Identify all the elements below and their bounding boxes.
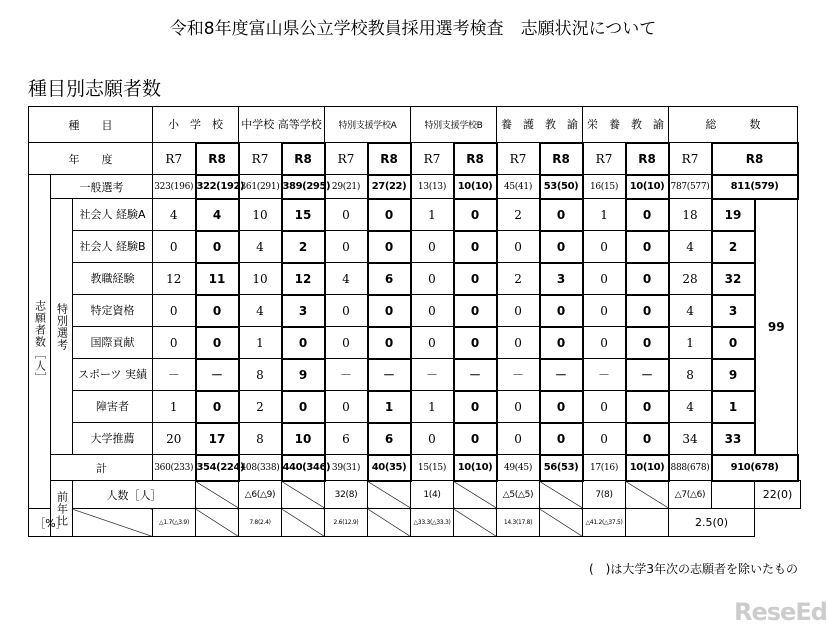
value-cell: 40(35) xyxy=(368,455,411,481)
row-percent xyxy=(29,509,801,537)
year-cell: R7 xyxy=(669,143,712,175)
value-cell: 0 xyxy=(325,295,368,327)
value-cell: 440(346) xyxy=(282,455,325,481)
row-special xyxy=(29,263,801,295)
value-cell: 360(233) xyxy=(153,455,196,481)
value-cell: 6 xyxy=(325,423,368,455)
change-cell: △6(△9) xyxy=(239,481,282,509)
special-total: 99 xyxy=(755,199,798,455)
year-cell: R7 xyxy=(411,143,454,175)
header-cat: 特別支援学校B xyxy=(411,107,497,143)
diag-cell xyxy=(712,481,755,509)
row-special xyxy=(29,231,801,263)
header-cat: 栄 養 教 諭 xyxy=(583,107,669,143)
year-cell: R8 xyxy=(712,143,798,175)
row-label: 社会人 経験A xyxy=(73,199,153,231)
value-cell: 0 xyxy=(540,231,583,263)
applicant-table xyxy=(28,106,801,537)
value-cell: 3 xyxy=(282,295,325,327)
value-cell: 0 xyxy=(540,423,583,455)
change-cell: 22(0) xyxy=(755,481,801,509)
resemom-logo: ReseEd xyxy=(734,598,827,626)
value-cell: 4 xyxy=(669,231,712,263)
diag-cell xyxy=(282,481,325,509)
value-cell: 32 xyxy=(712,263,755,295)
row-special xyxy=(29,423,801,455)
value-cell: 20 xyxy=(153,423,196,455)
value-cell: － xyxy=(583,359,626,391)
value-cell: 12 xyxy=(153,263,196,295)
value-cell: 0 xyxy=(454,199,497,231)
year-cell: R8 xyxy=(454,143,497,175)
row-special xyxy=(29,295,801,327)
value-cell: 3 xyxy=(540,263,583,295)
label-zennenhi: 前年比 xyxy=(51,481,73,537)
value-cell: 0 xyxy=(153,295,196,327)
value-cell: 1 xyxy=(583,199,626,231)
value-cell: 1 xyxy=(411,199,454,231)
value-cell: 0 xyxy=(325,391,368,423)
change-cell: △5(△5) xyxy=(497,481,540,509)
value-cell: 0 xyxy=(626,295,669,327)
value-cell: 1 xyxy=(239,327,282,359)
value-cell: 4 xyxy=(669,391,712,423)
row-label: 人数［人］ xyxy=(73,481,196,509)
value-cell: － xyxy=(368,359,411,391)
value-cell: 13(13) xyxy=(411,175,454,199)
value-cell: 4 xyxy=(325,263,368,295)
row-label: ［%］ xyxy=(29,509,73,537)
value-cell: 27(22) xyxy=(368,175,411,199)
value-cell: 9 xyxy=(282,359,325,391)
value-cell: 2 xyxy=(712,231,755,263)
value-cell: 0 xyxy=(583,423,626,455)
header-cat: 中学校 高等学校 xyxy=(239,107,325,143)
value-cell: 0 xyxy=(540,391,583,423)
value-cell: 0 xyxy=(368,231,411,263)
row-label: 計 xyxy=(51,455,153,481)
value-cell: 0 xyxy=(626,423,669,455)
value-cell: 10(10) xyxy=(454,455,497,481)
value-cell: 0 xyxy=(497,391,540,423)
diag-cell xyxy=(454,509,497,537)
value-cell: 0 xyxy=(583,231,626,263)
value-cell: 0 xyxy=(454,423,497,455)
value-cell: 322(192) xyxy=(196,175,239,199)
value-cell: 0 xyxy=(540,327,583,359)
value-cell: 8 xyxy=(239,359,282,391)
value-cell: 361(291) xyxy=(239,175,282,199)
diag-cell xyxy=(540,509,583,537)
row-special xyxy=(29,327,801,359)
diag-cell xyxy=(196,509,239,537)
value-cell: 10(10) xyxy=(626,455,669,481)
value-cell: 2 xyxy=(282,231,325,263)
year-cell: R8 xyxy=(282,143,325,175)
value-cell: 4 xyxy=(153,199,196,231)
value-cell: － xyxy=(497,359,540,391)
value-cell: 0 xyxy=(196,295,239,327)
value-cell: 0 xyxy=(454,327,497,359)
row-special xyxy=(29,199,801,231)
diag-cell xyxy=(73,509,153,537)
value-cell: 28 xyxy=(669,263,712,295)
page-title: 令和8年度富山県公立学校教員採用選考検査 志願状況について xyxy=(169,19,657,39)
year-cell: R8 xyxy=(626,143,669,175)
value-cell: － xyxy=(153,359,196,391)
diag-cell xyxy=(540,481,583,509)
value-cell: 45(41) xyxy=(497,175,540,199)
change-cell: 7.8(2.4) xyxy=(239,509,282,537)
value-cell: 0 xyxy=(196,327,239,359)
value-cell: 0 xyxy=(411,231,454,263)
value-cell: 0 xyxy=(626,327,669,359)
value-cell: 1 xyxy=(712,391,755,423)
value-cell: 10 xyxy=(239,263,282,295)
value-cell: 34 xyxy=(669,423,712,455)
value-cell: 0 xyxy=(411,263,454,295)
value-cell: 17(16) xyxy=(583,455,626,481)
value-cell: 39(31) xyxy=(325,455,368,481)
diag-cell xyxy=(196,481,239,509)
value-cell: 16(15) xyxy=(583,175,626,199)
year-cell: R7 xyxy=(583,143,626,175)
value-cell: 29(21) xyxy=(325,175,368,199)
year-cell: R7 xyxy=(153,143,196,175)
row-special xyxy=(29,391,801,423)
diag-cell xyxy=(626,481,669,509)
value-cell: 408(338) xyxy=(239,455,282,481)
value-cell: 0 xyxy=(712,327,755,359)
value-cell: 10 xyxy=(282,423,325,455)
value-cell: 49(45) xyxy=(497,455,540,481)
value-cell: 0 xyxy=(583,327,626,359)
header-cat: 総 数 xyxy=(669,107,798,143)
value-cell: 0 xyxy=(454,295,497,327)
value-cell: 0 xyxy=(368,199,411,231)
value-cell: 4 xyxy=(239,231,282,263)
value-cell: 8 xyxy=(239,423,282,455)
header-cat: 小 学 校 xyxy=(153,107,239,143)
label-shigansha: 志願者数［人］ xyxy=(29,175,51,509)
value-cell: 0 xyxy=(626,391,669,423)
value-cell: 0 xyxy=(325,231,368,263)
diag-cell xyxy=(368,509,411,537)
value-cell: 10(10) xyxy=(626,175,669,199)
value-cell: 4 xyxy=(196,199,239,231)
change-cell: 2.5(0) xyxy=(669,509,755,537)
year-cell: R7 xyxy=(239,143,282,175)
row-ippan xyxy=(29,175,801,199)
value-cell: 33 xyxy=(712,423,755,455)
value-cell: 1 xyxy=(153,391,196,423)
value-cell: 0 xyxy=(196,231,239,263)
value-cell: 0 xyxy=(497,327,540,359)
section-title: 種目別志願者数 xyxy=(28,78,162,100)
diag-cell xyxy=(454,481,497,509)
value-cell: 4 xyxy=(669,295,712,327)
value-cell: 0 xyxy=(583,391,626,423)
value-cell: 910(678) xyxy=(712,455,798,481)
header-shumoku: 種 目 xyxy=(29,107,153,143)
change-cell: △33.3(△33.3) xyxy=(411,509,454,537)
value-cell: 0 xyxy=(583,295,626,327)
change-cell: 7(8) xyxy=(583,481,626,509)
value-cell: 2 xyxy=(497,263,540,295)
label-tokubetsu: 特別選考 xyxy=(51,199,73,455)
value-cell: 0 xyxy=(540,295,583,327)
value-cell: 0 xyxy=(454,391,497,423)
value-cell: 1 xyxy=(411,391,454,423)
value-cell: － xyxy=(540,359,583,391)
header-categories-row xyxy=(29,107,801,143)
value-cell: 0 xyxy=(626,231,669,263)
row-label: 教職経験 xyxy=(73,263,153,295)
year-cell: R8 xyxy=(196,143,239,175)
diag-cell xyxy=(368,481,411,509)
row-label: 国際貢献 xyxy=(73,327,153,359)
value-cell: 323(196) xyxy=(153,175,196,199)
value-cell: 15(15) xyxy=(411,455,454,481)
value-cell: 1 xyxy=(368,391,411,423)
change-cell: 14.3(17.8) xyxy=(497,509,540,537)
change-cell: 32(8) xyxy=(325,481,368,509)
value-cell: 10(10) xyxy=(454,175,497,199)
value-cell: 0 xyxy=(497,231,540,263)
value-cell: 0 xyxy=(454,263,497,295)
diag-cell xyxy=(282,509,325,537)
row-ninzu xyxy=(29,481,801,509)
value-cell: 12 xyxy=(282,263,325,295)
value-cell: － xyxy=(325,359,368,391)
header-cat: 特別支援学校A xyxy=(325,107,411,143)
value-cell: 11 xyxy=(196,263,239,295)
value-cell: 0 xyxy=(626,199,669,231)
value-cell: 2 xyxy=(239,391,282,423)
change-cell: △41.2(△37.5) xyxy=(583,509,626,537)
value-cell: 53(50) xyxy=(540,175,583,199)
value-cell: 9 xyxy=(712,359,755,391)
value-cell: 18 xyxy=(669,199,712,231)
value-cell: 6 xyxy=(368,423,411,455)
value-cell: 3 xyxy=(712,295,755,327)
value-cell: 19 xyxy=(712,199,755,231)
row-kei xyxy=(29,455,801,481)
value-cell: 0 xyxy=(454,231,497,263)
value-cell: 0 xyxy=(282,327,325,359)
header-cat: 養 護 教 諭 xyxy=(497,107,583,143)
value-cell: 0 xyxy=(368,327,411,359)
year-cell: R8 xyxy=(368,143,411,175)
value-cell: 0 xyxy=(411,295,454,327)
footnote: ( )は大学3年次の志願者を除いたもの xyxy=(589,562,798,576)
year-cell: R7 xyxy=(325,143,368,175)
row-label: 障害者 xyxy=(73,391,153,423)
value-cell: 787(577) xyxy=(669,175,712,199)
row-label: 一般選考 xyxy=(51,175,153,199)
value-cell: 0 xyxy=(325,327,368,359)
change-cell: △1.7(△3.9) xyxy=(153,509,196,537)
value-cell: 354(224) xyxy=(196,455,239,481)
row-special xyxy=(29,359,801,391)
row-label: 大学推薦 xyxy=(73,423,153,455)
value-cell: 389(295) xyxy=(282,175,325,199)
value-cell: 17 xyxy=(196,423,239,455)
value-cell: 0 xyxy=(411,423,454,455)
value-cell: － xyxy=(626,359,669,391)
value-cell: 0 xyxy=(153,327,196,359)
value-cell: 1 xyxy=(669,327,712,359)
value-cell: 888(678) xyxy=(669,455,712,481)
value-cell: 0 xyxy=(282,391,325,423)
value-cell: 0 xyxy=(368,295,411,327)
diag-cell xyxy=(626,509,669,537)
change-cell: △7(△6) xyxy=(669,481,712,509)
row-label: 社会人 経験B xyxy=(73,231,153,263)
value-cell: － xyxy=(411,359,454,391)
value-cell: 0 xyxy=(497,423,540,455)
value-cell: 8 xyxy=(669,359,712,391)
value-cell: 811(579) xyxy=(712,175,798,199)
header-years-row xyxy=(29,143,801,175)
value-cell: 6 xyxy=(368,263,411,295)
value-cell: 2 xyxy=(497,199,540,231)
value-cell: 0 xyxy=(153,231,196,263)
value-cell: 0 xyxy=(497,295,540,327)
header-nendo: 年 度 xyxy=(29,143,153,175)
year-cell: R8 xyxy=(540,143,583,175)
value-cell: 0 xyxy=(540,199,583,231)
value-cell: － xyxy=(454,359,497,391)
value-cell: 0 xyxy=(196,391,239,423)
value-cell: 15 xyxy=(282,199,325,231)
change-cell: 1(4) xyxy=(411,481,454,509)
value-cell: 4 xyxy=(239,295,282,327)
value-cell: 0 xyxy=(583,263,626,295)
value-cell: 0 xyxy=(626,263,669,295)
value-cell: 0 xyxy=(325,199,368,231)
value-cell: 10 xyxy=(239,199,282,231)
row-label: スポーツ 実績 xyxy=(73,359,153,391)
value-cell: 56(53) xyxy=(540,455,583,481)
year-cell: R7 xyxy=(497,143,540,175)
value-cell: 0 xyxy=(411,327,454,359)
change-cell: 2.6(12.9) xyxy=(325,509,368,537)
value-cell: － xyxy=(196,359,239,391)
row-label: 特定資格 xyxy=(73,295,153,327)
